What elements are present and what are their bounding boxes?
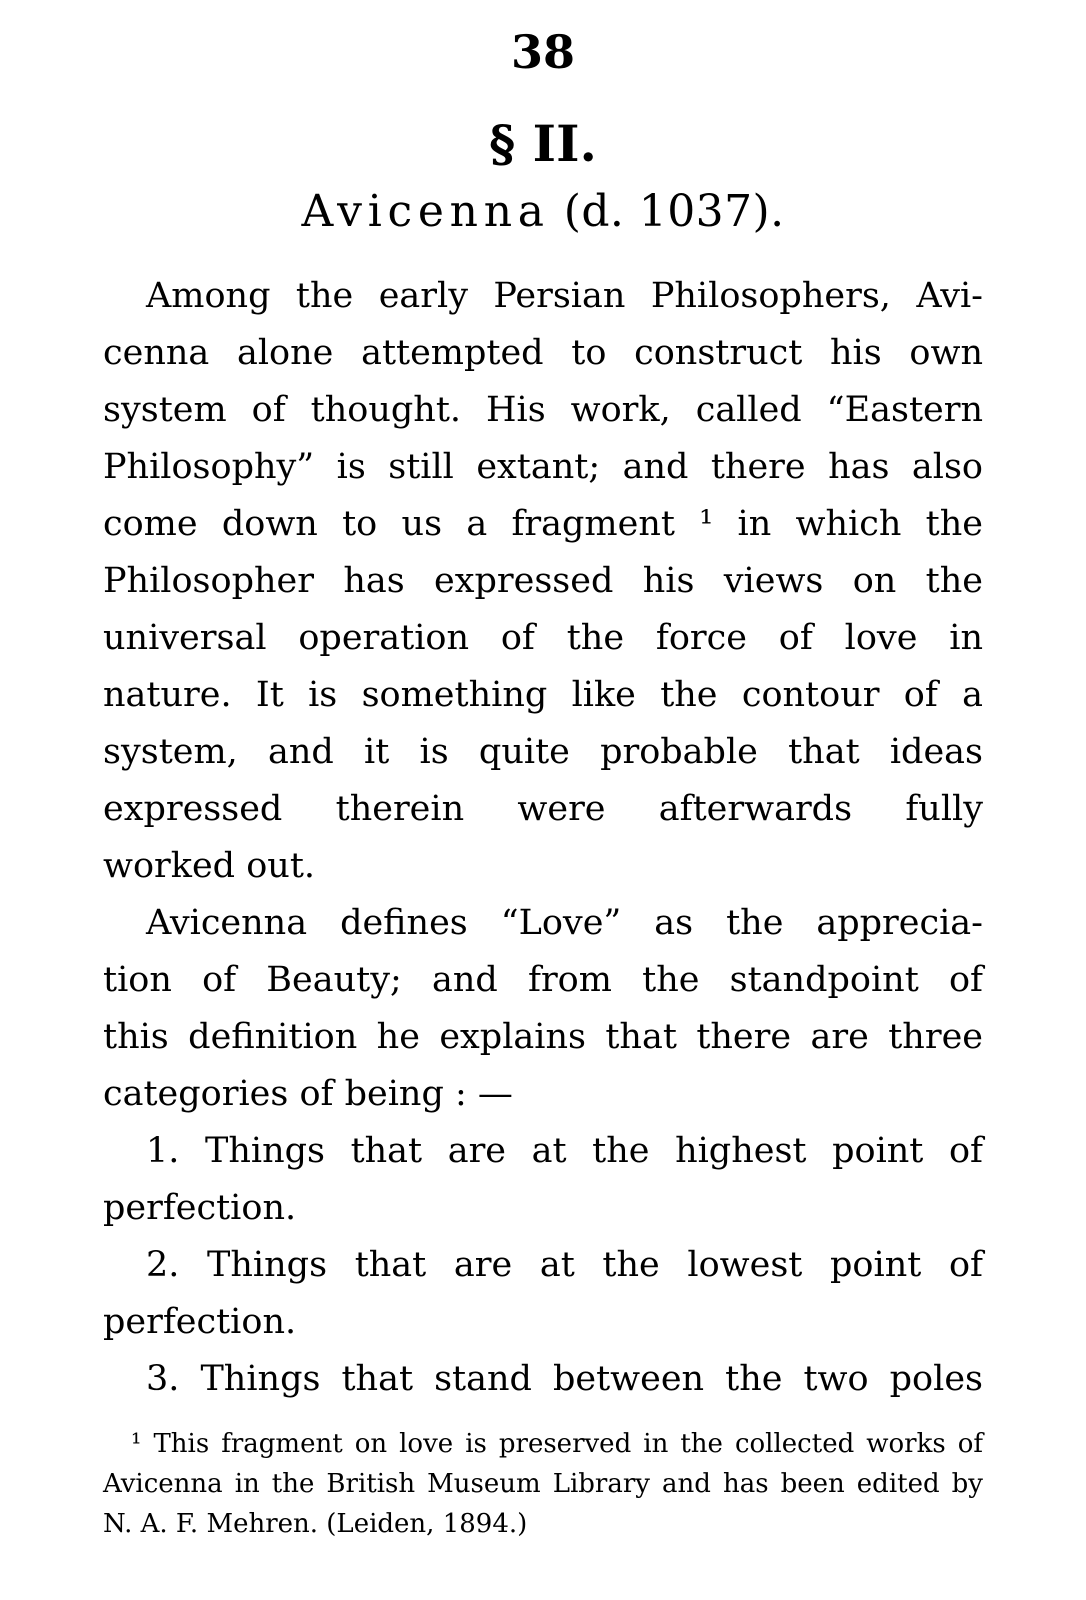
- footnote-line: Avicenna in the British Museum Library and has been edited by: [103, 1469, 983, 1499]
- section-heading: § II.: [489, 114, 597, 173]
- text-line: 1. Things that are at the highest point of: [146, 1131, 983, 1171]
- page-number: 38: [510, 25, 575, 79]
- text-line: this definition he explains that there are three: [103, 1017, 983, 1057]
- text-line: Avicenna defines “Love” as the apprecia-: [146, 903, 983, 943]
- text-line: come down to us a fragment ¹ in which the: [103, 504, 983, 544]
- text-line: system of thought. His work, called “Eastern: [103, 390, 983, 430]
- text-line: Among the early Persian Philosophers, Avi-: [146, 276, 983, 316]
- text-line: cenna alone attempted to construct his own: [103, 333, 983, 373]
- text-line: nature. It is something like the contour of a: [103, 675, 983, 715]
- text-line: universal operation of the force of love in: [103, 618, 983, 658]
- text-line: 2. Things that are at the lowest point of: [146, 1245, 983, 1285]
- chapter-title-name: Avicenna: [301, 186, 550, 237]
- text-line: system, and it is quite probable that ideas: [103, 732, 983, 772]
- text-line: worked out.: [103, 846, 316, 886]
- text-line: 3. Things that stand between the two poles: [146, 1359, 983, 1399]
- text-line: perfection.: [103, 1302, 297, 1342]
- text-line: Philosophy” is still extant; and there has also: [103, 447, 983, 487]
- body-text: [103, 268, 983, 1408]
- footnote-line: ¹ This fragment on love is preserved in the collected works of: [131, 1429, 983, 1459]
- text-line: tion of Beauty; and from the standpoint of: [103, 960, 983, 1000]
- chapter-title-date: (d. 1037).: [563, 186, 785, 237]
- text-line: expressed therein were afterwards fully: [103, 789, 983, 829]
- footnote-line: N. A. F. Mehren. (Leiden, 1894.): [103, 1509, 528, 1539]
- footnote: [103, 1424, 983, 1544]
- text-line: perfection.: [103, 1188, 297, 1228]
- chapter-title: [0, 186, 1086, 238]
- text-line: categories of being : —: [103, 1074, 513, 1114]
- text-line: Philosopher has expressed his views on the: [103, 561, 983, 601]
